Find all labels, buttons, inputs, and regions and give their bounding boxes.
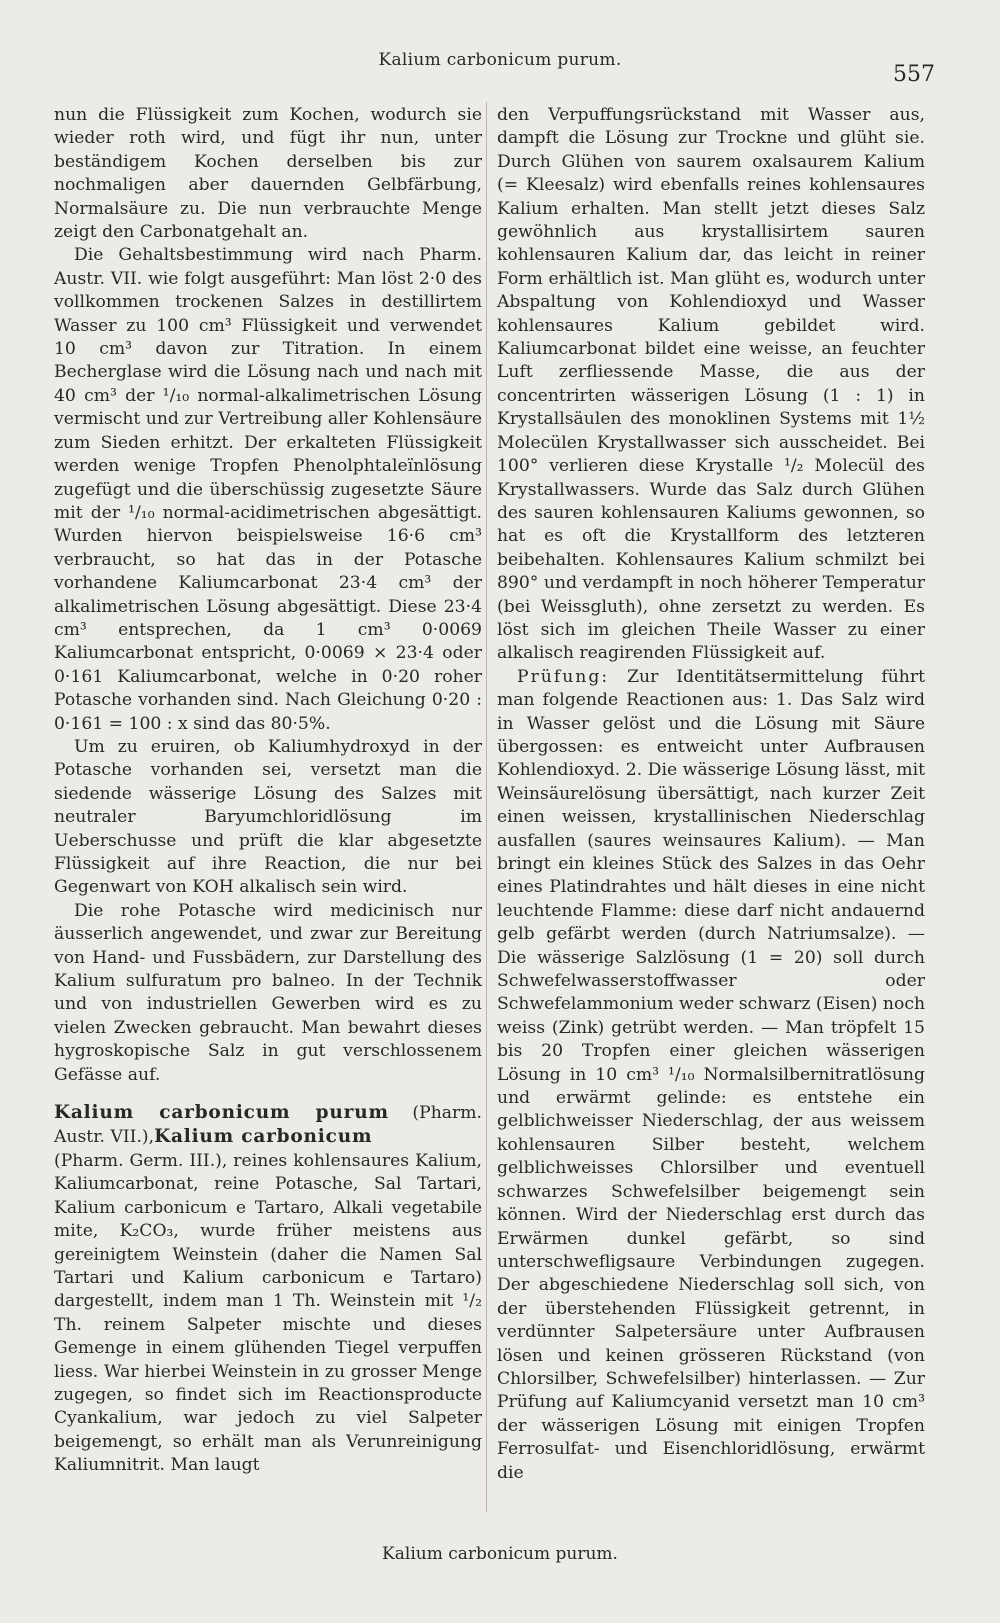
article-heading: [54, 1101, 482, 1150]
pruefung-text: Zur Identitätsermittelung führt man folgende Reactionen aus: 1. Das Salz wird in Wasser gelöst und die Lösung mit Säure übergossen: es entweicht unter Aufbrausen Kohlendioxyd. 2. Die wässerige Lösung lässt, mit Weinsäurelösung übersättigt, nach kurzer Zeit einen weissen, krystallinischen Niederschlag ausfallen (saures weinsaures Kalium). — Man bringt ein kleines Stück des Salzes in das Oehr eines Platindrahtes und hält dieses in eine nicht leuchtende Flamme: diese darf nicht andauernd gelb gefärbt werden (durch Natriumsalze). — Die wässerige Salzlösung (1 = 20) soll durch Schwefelwasserstoffwasser oder Schwefelammonium weder schwarz (Eisen) noch weiss (Zink) getrübt werden. — Man tröpfelt 15 bis 20 Tropfen einer gleichen wässerigen Lösung in 10 cm³ ¹/₁₀ Normalsilbernitratlösung und erwärmt gelinde: es entstehe ein gelblichweisser Niederschlag, der aus weissem kohlensauren Silber besteht, welchem gelblichweisses Chlorsilber und eventuell schwarzes Schwefelsilber beigemengt sein können. Wird der Niederschlag erst durch das Erwärmen dunkel gefärbt, so sind unterschwefligsaure Verbindungen zugegen. Der abgeschiedene Niederschlag soll sich, von der überstehenden Flüssigkeit getrennt, in verdünnter Salpetersäure unter Aufbrausen lösen und keinen grösseren Rückstand (von Chlorsilber, Schwefelsilber) hinterlassen. — Zur Prüfung auf Kaliumcyanid versetzt man 10 cm³ der wässerigen Lösung mit einigen Tropfen Ferrosulfat- und Eisenchloridlösung, erwärmt die: [497, 666, 926, 1483]
left-column: [54, 104, 482, 1478]
article-heading-alt: Kalium carbonicum: [154, 1126, 373, 1148]
paragraph-titration-end: nun die Flüssigkeit zum Kochen, wodurch sie wieder roth wird, und fügt ihr nun, unter beständigem Kochen derselben bis zur nochmaligen aber dauernden Gelbfärbung, Normalsäure zu. Die nun verbrauchte Menge zeigt den Carbonatgehalt an.: [54, 105, 482, 243]
paragraph-kalium-carbonicum-intro: (Pharm. Germ. III.), reines kohlensaures Kalium, Kaliumcarbonat, reine Potasche, Sal Tartari, Kalium carbonicum e Tartaro, Alkali vegetabile mite, K₂CO₃, wurde früher meistens aus gereinigtem Weinstein (daher die Namen Sal Tartari und Kalium carbonicum e Tartaro) dargestellt, indem man 1 Th. Weinstein mit ¹/₂ Th. reinem Salpeter mischte und dieses Gemenge in einem glühenden Tiegel verpuffen liess. War hierbei Weinstein in zu grosser Menge zugegen, so findet sich im Reactionsproducte Cyankalium, war jedoch zu viel Salpeter beigemengt, so erhält man als Verunreinigung Kaliumnitrit. Man laugt: [54, 1150, 482, 1476]
paragraph-kaliumhydroxyd: Um zu eruiren, ob Kaliumhydroxyd in der Potasche vorhanden sei, versetzt man die siedende wässerige Lösung des Salzes mit neutraler Baryumchloridlösung im Ueberschusse und prüft die klar abgesetzte Flüssigkeit auf ihre Reaction, die nur bei Gegenwart von KOH alkalisch sein wird.: [54, 736, 482, 898]
article-heading-main: Kalium carbonicum purum: [54, 1102, 389, 1124]
paragraph-rohe-potasche: Die rohe Potasche wird medicinisch nur äusserlich angewendet, und zwar zur Bereitung von Hand- und Fussbädern, zur Darstellung des Kalium sulfuratum pro balneo. In der Technik und von industriellen Gewerben wird es zu vielen Zwecken gebraucht. Man bewahrt dieses hygroskopische Salz in gut verschlossenem Gefässe auf.: [54, 900, 482, 1085]
right-column: [497, 104, 925, 1485]
page-number: 557: [893, 62, 935, 87]
running-footer: Kalium carbonicum purum.: [382, 1544, 618, 1564]
paragraph-gehaltsbestimmung: Die Gehaltsbestimmung wird nach Pharm. Austr. VII. wie folgt ausgeführt: Man löst 2·0 des vollkommen trockenen Salzes in destillirtem Wasser zu 100 cm³ Flüssigkeit und verwendet 10 cm³ davon zur Titration. In einem Becherglase wird die Lösung nach und nach mit 40 cm³ der ¹/₁₀ normal-alkalimetrischen Lösung vermischt und zur Vertreibung aller Kohlensäure zum Sieden erhitzt. Der erkalteten Flüssigkeit werden wenige Tropfen Phenolphtaleïnlösung zugefügt und die überschüssig zugesetzte Säure mit der ¹/₁₀ normal-acidimetrischen abgesättigt. Wurden hiervon beispielsweise 16·6 cm³ verbraucht, so hat das in der Potasche vorhandene Kaliumcarbonat 23·4 cm³ der alkalimetrischen Lösung abgesättigt. Diese 23·4 cm³ entsprechen, da 1 cm³ 0·0069 Kaliumcarbonat entspricht, 0·0069 × 23·4 oder 0·161 Kaliumcarbonat, welche in 0·20 roher Potasche vorhanden sind. Nach Gleichung 0·20 : 0·161 = 100 : x sind das 80·5%.: [54, 245, 482, 734]
paragraph-darstellung: den Verpuffungsrückstand mit Wasser aus, dampft die Lösung zur Trockne und glüht sie. Durch Glühen von saurem oxalsaurem Kalium (= Kleesalz) wird ebenfalls reines kohlensaures Kalium erhalten. Man stellt jetzt dieses Salz gewöhnlich aus krystallisirtem sauren kohlensauren Kalium dar, das leicht in reiner Form erhältlich ist. Man glüht es, wodurch unter Abspaltung von Kohlendioxyd und Wasser kohlensaures Kalium gebildet wird. Kaliumcarbonat bildet eine weisse, an feuchter Luft zerfliessende Masse, die aus der concentrirten wässerigen Lösung (1 : 1) in Krystallsäulen des monoklinen Systems mit 1½ Molecülen Krystallwasser sich ausscheidet. Bei 100° verlieren diese Krystalle ¹/₂ Molecül des Krystallwassers. Wurde das Salz durch Glühen des sauren kohlensauren Kaliums gewonnen, so hat es oft die Krystallform des letzteren beibehalten. Kohlensaures Kalium schmilzt bei 890° und verdampft in noch höherer Temperatur (bei Weissgluth), ohne zersetzt zu werden. Es löst sich im gleichen Theile Wasser zu einer alkalisch reagirenden Flüssigkeit auf.: [497, 105, 925, 664]
article-heading-source: (Pharm. Austr. VII.),: [54, 1103, 482, 1148]
running-header: Kalium carbonicum purum.: [378, 50, 622, 70]
pruefung-label: Prüfung:: [517, 666, 610, 687]
paragraph-pruefung: [497, 666, 925, 1485]
column-divider: [486, 102, 487, 1512]
